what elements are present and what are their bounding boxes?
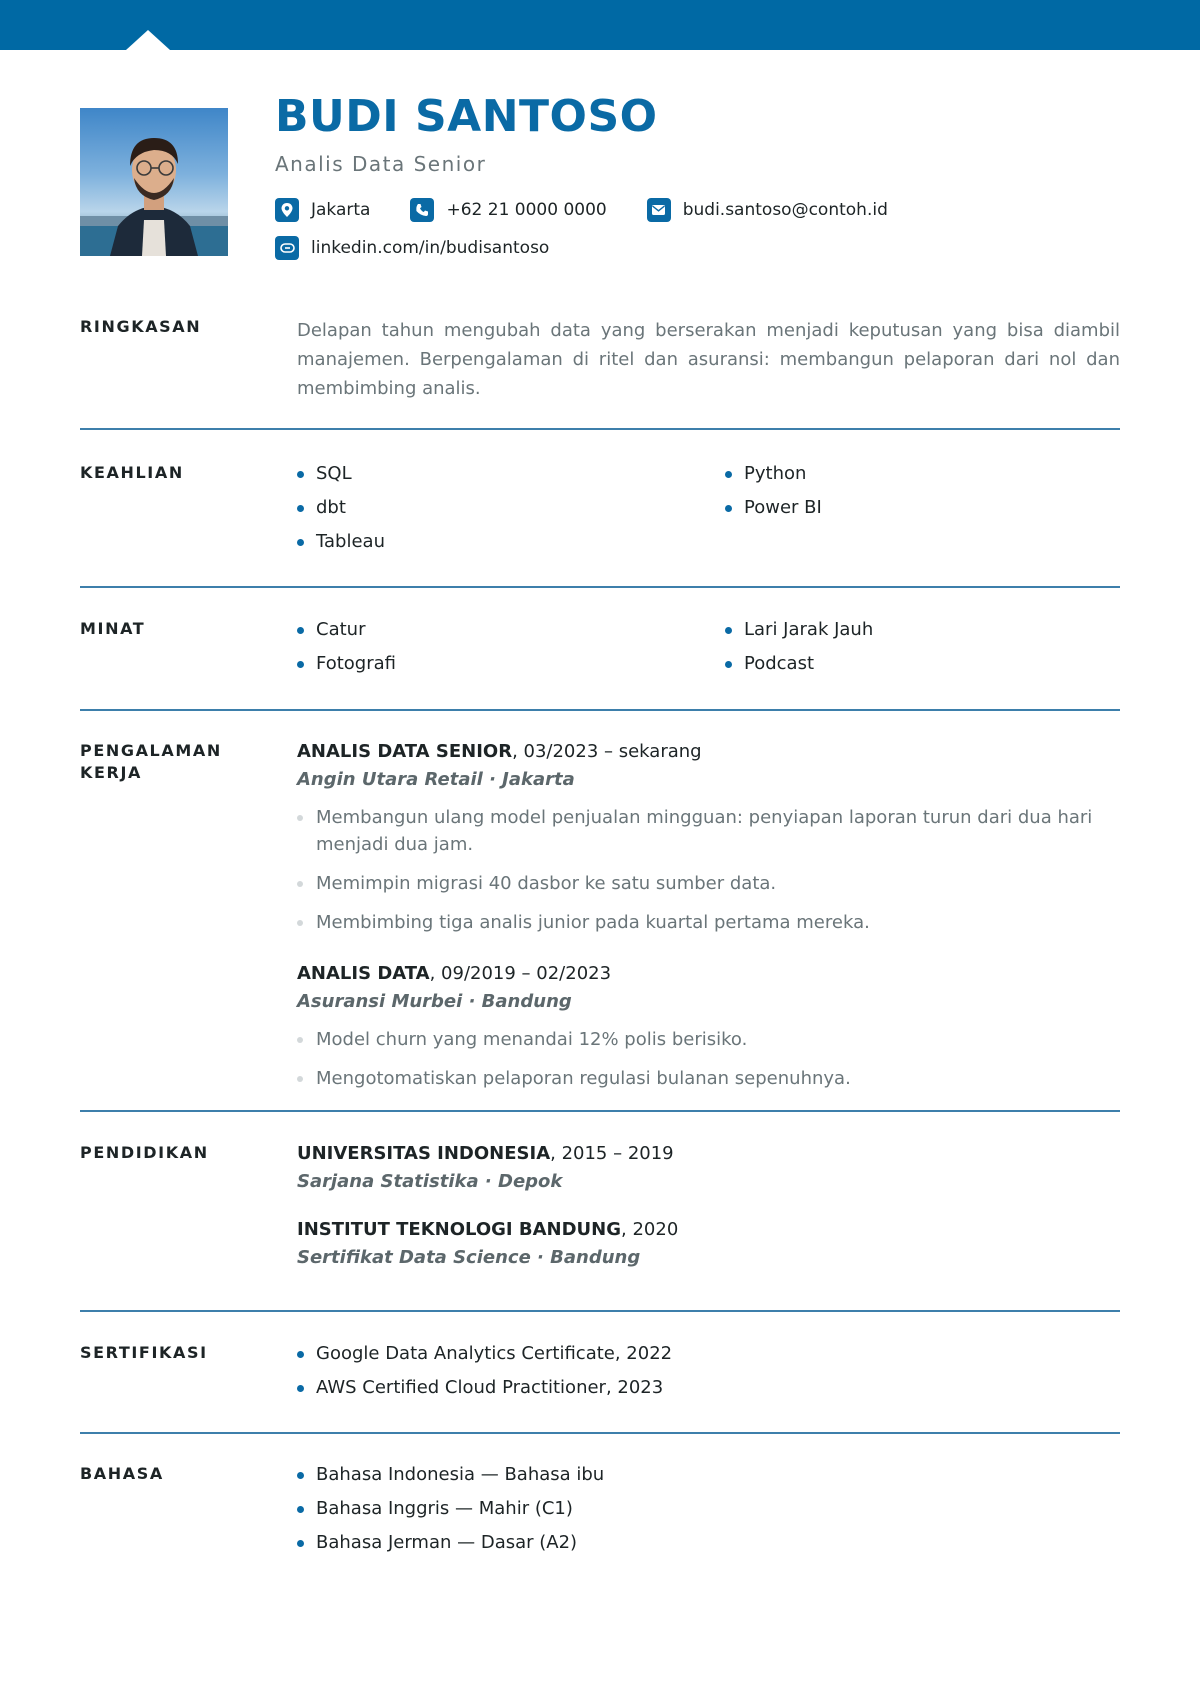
list-item: Lari Jarak Jauh: [725, 618, 1120, 642]
contact-location: [275, 198, 370, 222]
education-label: PENDIDIKAN: [80, 1143, 209, 1162]
job-bullet: Membangun ulang model penjualan mingguan: penyiapan laporan turun dari dua hari menjadi dua jam.: [297, 804, 1120, 858]
resume-header: [275, 88, 1125, 260]
list-item: Python: [725, 462, 1120, 486]
contact-location-text: Jakarta: [311, 200, 371, 220]
certifications-section: [80, 1342, 1120, 1434]
education-detail: Sarjana Statistika · Depok: [297, 1171, 563, 1192]
job-heading: ANALIS DATA SENIOR, 03/2023 – sekarang: [297, 741, 702, 762]
contact-email-text: budi.santoso@contoh.id: [682, 200, 888, 220]
contact-linkedin-text: linkedin.com/in/budisantoso: [311, 238, 550, 258]
contact-list: [275, 198, 1125, 260]
job-entry: [297, 740, 1120, 936]
summary-label: RINGKASAN: [80, 317, 202, 336]
education-heading: UNIVERSITAS INDONESIA, 2015 – 2019: [297, 1143, 674, 1164]
list-item: Bahasa Indonesia — Bahasa ibu: [297, 1463, 1120, 1487]
education-entry: [297, 1218, 1120, 1270]
person-name: BUDI SANTOSO: [275, 91, 658, 142]
interests-section: [80, 618, 1120, 711]
skills-section: [80, 462, 1120, 588]
job-entry: [297, 962, 1120, 1092]
email-icon: [647, 198, 671, 222]
list-item: Catur: [297, 618, 725, 642]
job-bullet: Membimbing tiga analis junior pada kuartal pertama mereka.: [297, 909, 1120, 936]
list-item: Fotografi: [297, 652, 725, 676]
languages-section: [80, 1463, 1120, 1563]
job-bullet: Memimpin migrasi 40 dasbor ke satu sumber data.: [297, 870, 1120, 897]
education-section: [80, 1142, 1120, 1312]
job-heading: ANALIS DATA, 09/2019 – 02/2023: [297, 963, 612, 984]
skills-label: KEAHLIAN: [80, 463, 184, 482]
list-item: Google Data Analytics Certificate, 2022: [297, 1342, 1120, 1366]
list-item: SQL: [297, 462, 725, 486]
list-item: Bahasa Jerman — Dasar (A2): [297, 1531, 1120, 1555]
certifications-label: SERTIFIKASI: [80, 1343, 208, 1362]
job-company: Angin Utara Retail · Jakarta: [297, 769, 575, 790]
experience-label: PENGALAMAN KERJA: [80, 741, 222, 782]
list-item: Bahasa Inggris — Mahir (C1): [297, 1497, 1120, 1521]
education-heading: INSTITUT TEKNOLOGI BANDUNG, 2020: [297, 1219, 679, 1240]
list-item: Podcast: [725, 652, 1120, 676]
list-item: AWS Certified Cloud Practitioner, 2023: [297, 1376, 1120, 1400]
contact-linkedin[interactable]: [275, 236, 549, 260]
banner-notch: [126, 30, 170, 50]
languages-label: BAHASA: [80, 1464, 164, 1483]
phone-icon: [410, 198, 434, 222]
list-item: Tableau: [297, 530, 725, 554]
education-detail: Sertifikat Data Science · Bandung: [297, 1247, 641, 1268]
contact-phone: [410, 198, 606, 222]
link-icon: [275, 236, 299, 260]
location-pin-icon: [275, 198, 299, 222]
job-bullet: Mengotomatiskan pelaporan regulasi bulanan sepenuhnya.: [297, 1065, 1120, 1092]
list-item: dbt: [297, 496, 725, 520]
summary-text: Delapan tahun mengubah data yang berserakan menjadi keputusan yang bisa diambil manajemen. Berpengalaman di ritel dan asuransi: membangun pelaporan dari nol dan membimbing analis.: [297, 320, 1120, 399]
contact-phone-text: +62 21 0000 0000: [446, 200, 607, 220]
profile-photo: [80, 108, 228, 256]
list-item: Power BI: [725, 496, 1120, 520]
summary-section: [80, 316, 1120, 430]
interests-label: MINAT: [80, 619, 146, 638]
person-title: Analis Data Senior: [275, 152, 487, 176]
contact-email[interactable]: [647, 198, 888, 222]
job-company: Asuransi Murbei · Bandung: [297, 991, 572, 1012]
job-bullet: Model churn yang menandai 12% polis berisiko.: [297, 1026, 1120, 1053]
education-entry: [297, 1142, 1120, 1194]
top-banner: [0, 0, 1200, 50]
experience-section: [80, 740, 1120, 1112]
